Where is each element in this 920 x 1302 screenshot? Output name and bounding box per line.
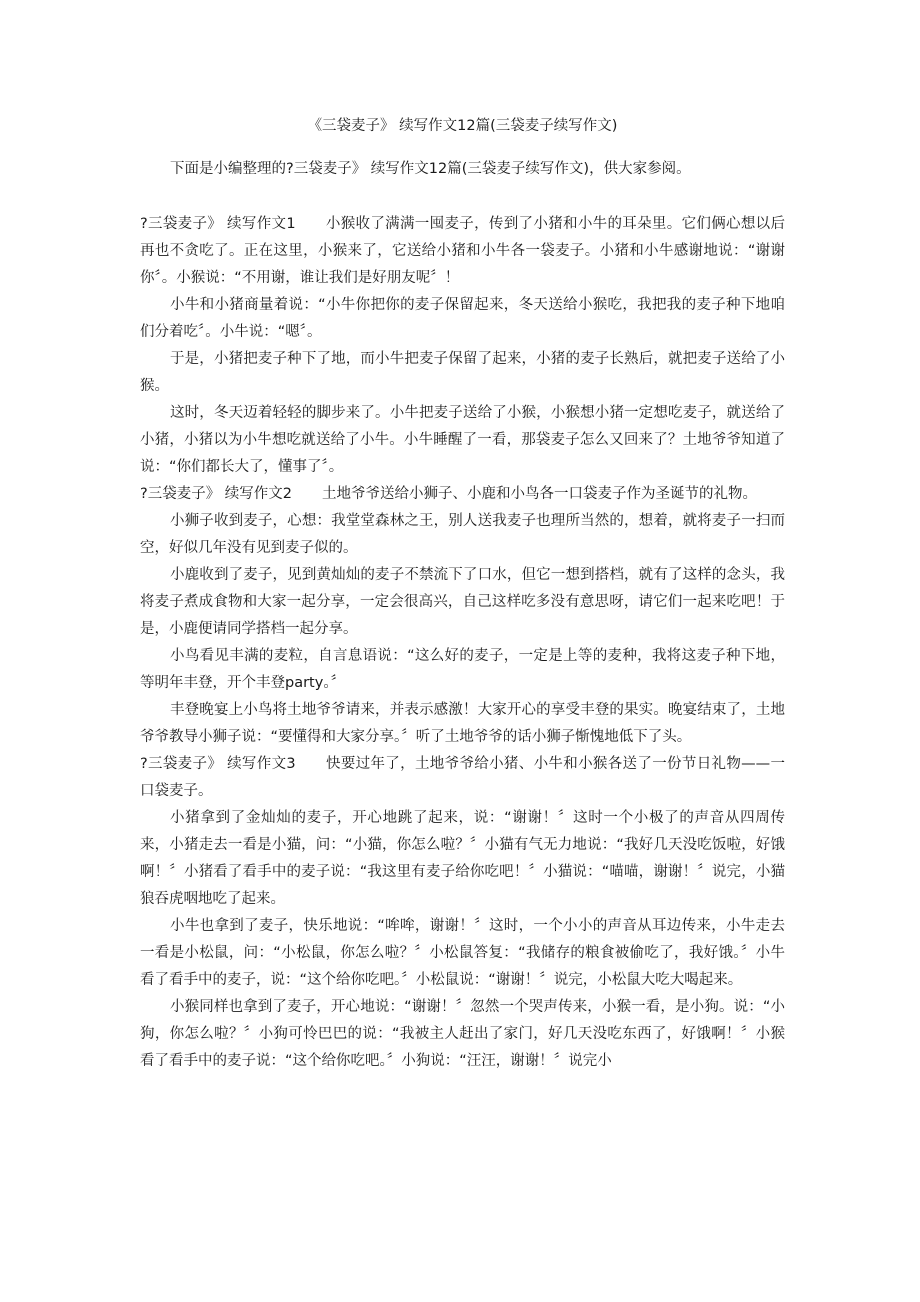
document-intro: 下面是小编整理的?三袋麦子》 续写作文12篇(三袋麦子续写作文)，供大家参阅。 — [170, 161, 691, 177]
paragraph-essay-1-start — [140, 211, 785, 292]
paragraph: 这时，冬天迈着轻轻的脚步来了。小牛把麦子送给了小猴，小猴想小猪一定想吃麦子，就送给了小猪，小猪以为小牛想吃就送给了小牛。小牛睡醒了一看，那袋麦子怎么又回来了？土地爷爷知道了说：“你们都长大了，懂事了〞。 — [140, 405, 785, 475]
paragraph: 小狮子收到麦子，心想：我堂堂森林之王，别人送我麦子也理所当然的，想着，就将麦子一扫而空，好似几年没有见到麦子似的。 — [140, 513, 785, 556]
paragraph: 小牛也拿到了麦子，快乐地说：“哞哞，谢谢！〞这时，一个小小的声音从耳边传来，小牛走去一看是小松鼠，问：“小松鼠，你怎么啦？〞小松鼠答复：“我储存的粮食被偷吃了，我好饿。〞小牛看了看手中的麦子，说：“这个给你吃吧。〞小松鼠说：“谢谢！〞说完，小松鼠大吃大喝起来。 — [140, 918, 785, 988]
paragraph-text: 土地爷爷送给小狮子、小鹿和小鸟各一口袋麦子作为圣诞节的礼物。 — [322, 486, 758, 502]
document-body — [140, 211, 785, 1075]
essay-heading-2: ?三袋麦子》 续写作文2 — [140, 486, 293, 502]
essay-heading-1: ?三袋麦子》 续写作文1 — [140, 216, 296, 232]
document-title: 《三袋麦子》 续写作文12篇(三袋麦子续写作文) — [307, 118, 618, 134]
paragraph: 丰登晚宴上小鸟将土地爷爷请来，并表示感激！大家开心的享受丰登的果实。晚宴结束了，土地爷爷教导小狮子说：“要懂得和大家分享。〞听了土地爷爷的话小狮子惭愧地低下了头。 — [140, 702, 785, 745]
paragraph-essay-3-start — [140, 751, 785, 805]
paragraph-essay-2-start — [140, 481, 785, 508]
paragraph-text: 快要过年了，土地爷爷给小猪、小牛和小猴各送了一份节日礼物——一口袋麦子。 — [140, 756, 786, 799]
paragraph: 小鹿收到了麦子，见到黄灿灿的麦子不禁流下了口水，但它一想到搭档，就有了这样的念头，我将麦子煮成食物和大家一起分享，一定会很高兴，自己这样吃多没有意思呀，请它们一起来吃吧！于是，小鹿便请同学搭档一起分享。 — [140, 567, 785, 637]
paragraph: 小猪拿到了金灿灿的麦子，开心地跳了起来，说：“谢谢！〞这时一个小极了的声音从四周传来，小猪走去一看是小猫，问：“小猫，你怎么啦？〞小猫有气无力地说：“我好几天没吃饭啦，好饿啊！〞小猪看了看手中的麦子说：“我这里有麦子给你吃吧！〞小猫说：“喵喵，谢谢！〞说完，小猫狼吞虎咽地吃了起来。 — [140, 810, 785, 907]
paragraph: 小鸟看见丰满的麦粒，自言息语说：“这么好的麦子，一定是上等的麦种，我将这麦子种下地，等明年丰登，开个丰登party。〞 — [140, 648, 785, 691]
paragraph-text: 小猴收了满满一囤麦子，传到了小猪和小牛的耳朵里。它们俩心想以后再也不贪吃了。正在这里，小猴来了，它送给小猪和小牛各一袋麦子。小猪和小牛感谢地说：“谢谢你〞。小猴说：“不用谢，谁让我们是好朋友呢〞！ — [140, 216, 786, 286]
essay-heading-3: ?三袋麦子》 续写作文3 — [140, 756, 296, 772]
paragraph: 小猴同样也拿到了麦子，开心地说：“谢谢！〞忽然一个哭声传来，小猴一看，是小狗。说：“小狗，你怎么啦？〞小狗可怜巴巴的说：“我被主人赶出了家门，好几天没吃东西了，好饿啊！〞小猴看了看手中的麦子说：“这个给你吃吧。〞小狗说：“汪汪，谢谢！〞说完小 — [140, 999, 785, 1069]
paragraph: 小牛和小猪商量着说：“小牛你把你的麦子保留起来，冬天送给小猴吃，我把我的麦子种下地咱们分着吃〞。小牛说：“嗯〞。 — [140, 297, 785, 340]
paragraph: 于是，小猪把麦子种下了地，而小牛把麦子保留了起来，小猪的麦子长熟后，就把麦子送给了小猴。 — [140, 351, 785, 394]
